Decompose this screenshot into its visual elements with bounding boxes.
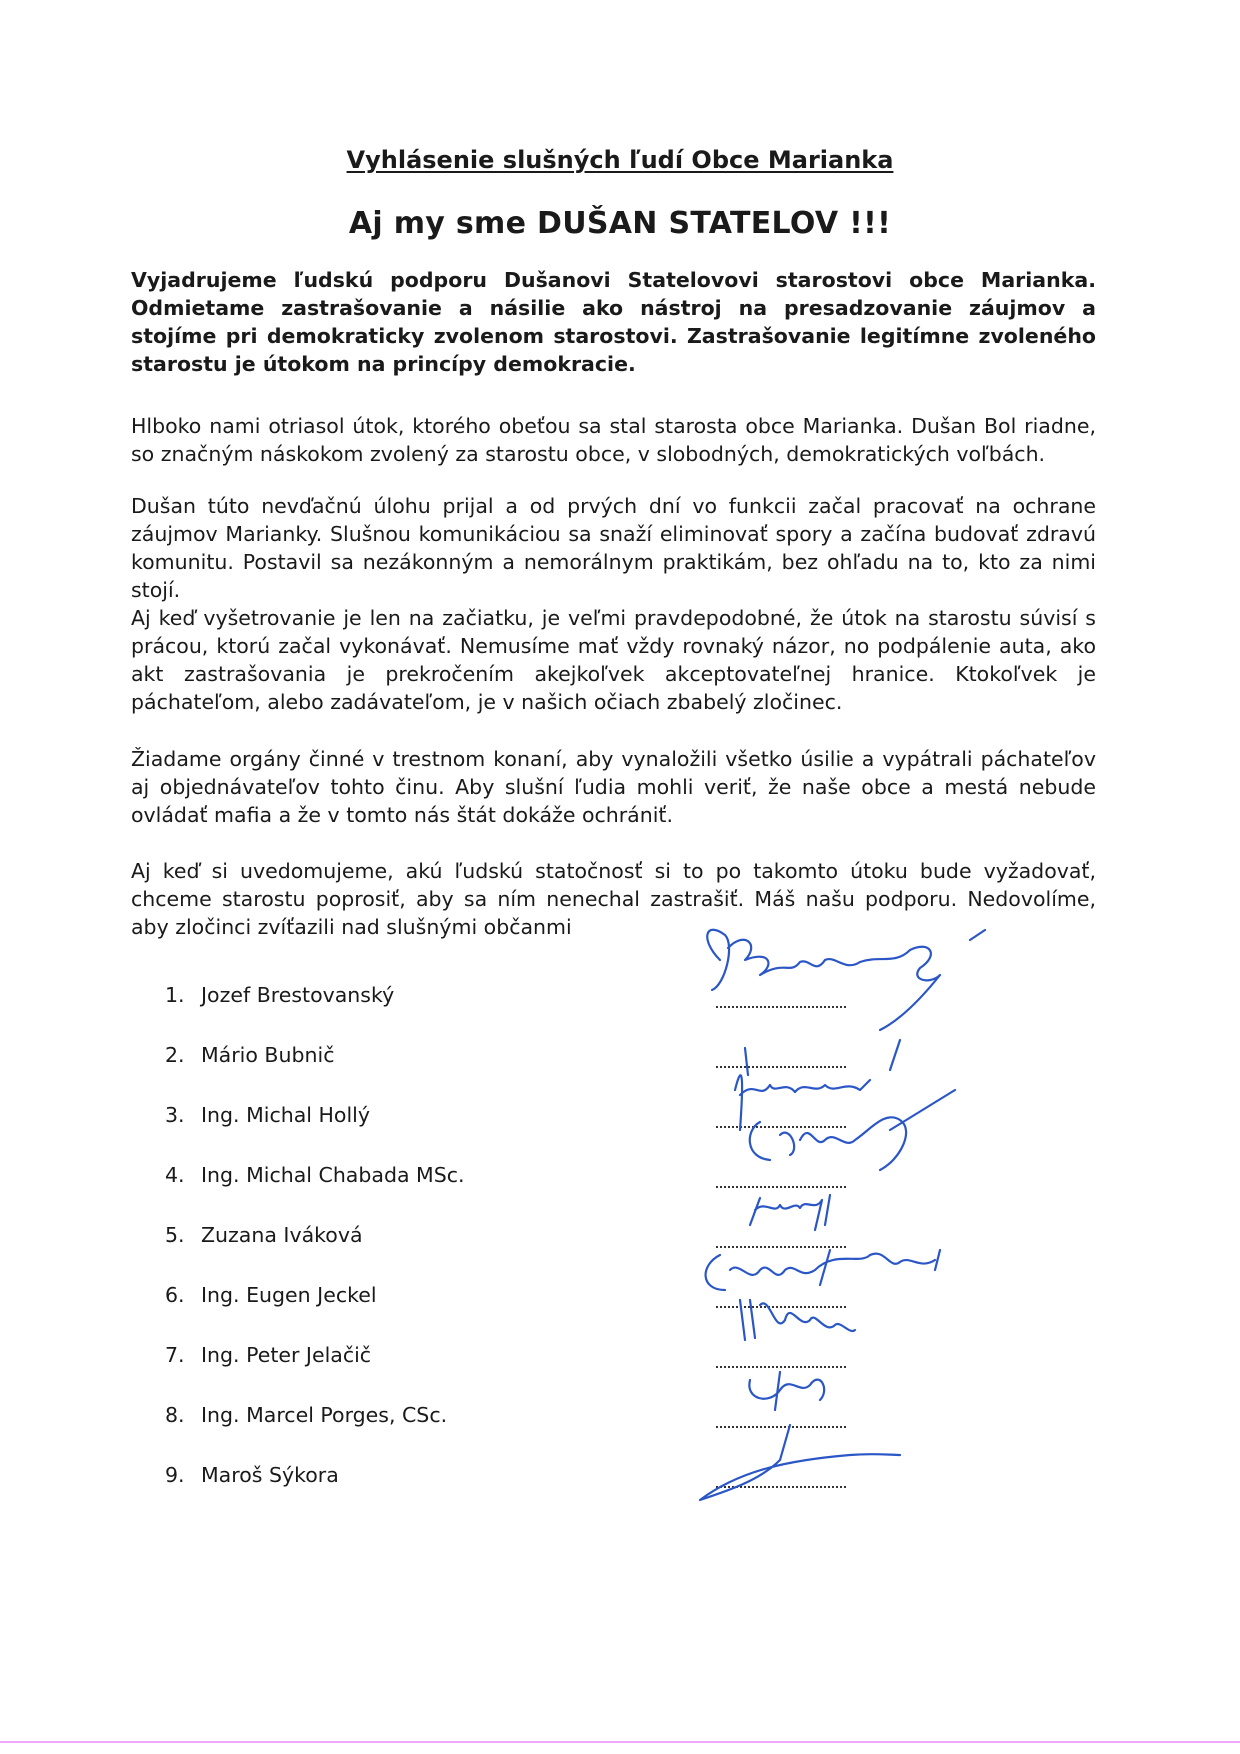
signer-number: 3. [165,1103,185,1127]
signer-item [165,1445,545,1505]
signer-number: 9. [165,1463,185,1487]
paragraph-attack: Hlboko nami otriasol útok, ktorého obeťou sa stal starosta obce Marianka. Dušan Bol riadne, so značným náskokom zvolený za starostu obce, v slobodných, demokratických voľbách. [131,414,1096,466]
paragraph-appeal: Aj keď si uvedomujeme, akú ľudskú statočnosť si to po takomto útoku bude vyžadovať, chceme starostu poprosiť, aby sa ním nenechal zastrašiť. Máš našu podporu. Nedovolíme, aby zločinci zvíťazili nad slušnými občanmi [131,859,1096,939]
signature-line [716,1325,846,1385]
signer-number: 5. [165,1223,185,1247]
signer-item [165,1325,545,1385]
signer-item [165,1085,545,1145]
document-title: Aj my sme DUŠAN STATELOV !!! [348,206,892,241]
signer-item [165,1025,545,1085]
signer-name: Ing. Michal Chabada MSc. [201,1163,465,1187]
signature-line [716,1265,846,1325]
paragraph-support-statement: Vyjadrujeme ľudskú podporu Dušanovi Statelovovi starostovi obce Marianka. Odmietame zastrašovanie a násilie ako nástroj na presadzovanie záujmov a stojíme pri demokraticky zvolenom starostovi. Zastrašovanie legitímne zvoleného starostu je útokom na princípy demokracie. [131,268,1096,376]
signer-item [165,1145,545,1205]
signer-number: 7. [165,1343,185,1367]
paragraph-investigation: Aj keď vyšetrovanie je len na začiatku, je veľmi pravdepodobné, že útok na starostu súvisí s prácou, ktorú začal vykonávať. Nemusíme mať vždy rovnaký názor, no podpálenie auta, ako akt zastrašovania je prekročením akejkoľvek akceptovateľnej hranice. Ktokoľvek je páchateľom, alebo zadávateľom, je v našich očiach zbabelý zločinec. [131,606,1096,714]
signature-lines [716,965,846,1505]
signer-name: Ing. Eugen Jeckel [201,1283,377,1307]
signature-line [716,1385,846,1445]
signer-name: Maroš Sýkora [201,1463,339,1487]
signature-line [716,1445,846,1505]
signer-item [165,1205,545,1265]
signer-name: Ing. Michal Hollý [201,1103,370,1127]
signer-number: 8. [165,1403,185,1427]
paragraph-mayor-work: Dušan túto nevďačnú úlohu prijal a od prvých dní vo funkcii začal pracovať na ochrane záujmov Marianky. Slušnou komunikáciou sa snaží eliminovať spory a začína budovať zdravú komunitu. Postavil sa nezákonným a nemorálnym praktikám, bez ohľadu na to, kto za nimi stojí. [131,494,1096,602]
signature-line [716,1025,846,1085]
signature-line [716,1085,846,1145]
signer-name: Ing. Marcel Porges, CSc. [201,1403,448,1427]
signer-number: 6. [165,1283,185,1307]
signer-item [165,1265,545,1325]
signer-number: 4. [165,1163,185,1187]
signature-line [716,965,846,1025]
signer-name: Zuzana Iváková [201,1223,363,1247]
signature-line [716,1145,846,1205]
document-heading: Vyhlásenie slušných ľudí Obce Marianka [346,146,894,174]
page-edge-line [0,1741,1240,1743]
signer-item [165,1385,545,1445]
paragraph-demand: Žiadame orgány činné v trestnom konaní, aby vynaložili všetko úsilie a vypátrali páchateľov aj objednávateľov tohto činu. Aby slušní ľudia mohli veriť, že naše obce a mestá nebude ovládať mafia a že v tomto nás štát dokáže ochrániť. [131,747,1096,827]
signer-name: Jozef Brestovanský [201,983,395,1007]
signer-name: Ing. Peter Jelačič [201,1343,372,1367]
signer-name: Mário Bubnič [201,1043,335,1067]
signer-list [165,965,545,1505]
signer-item [165,965,545,1025]
signer-number: 2. [165,1043,185,1067]
signer-number: 1. [165,983,185,1007]
signature-line [716,1205,846,1265]
